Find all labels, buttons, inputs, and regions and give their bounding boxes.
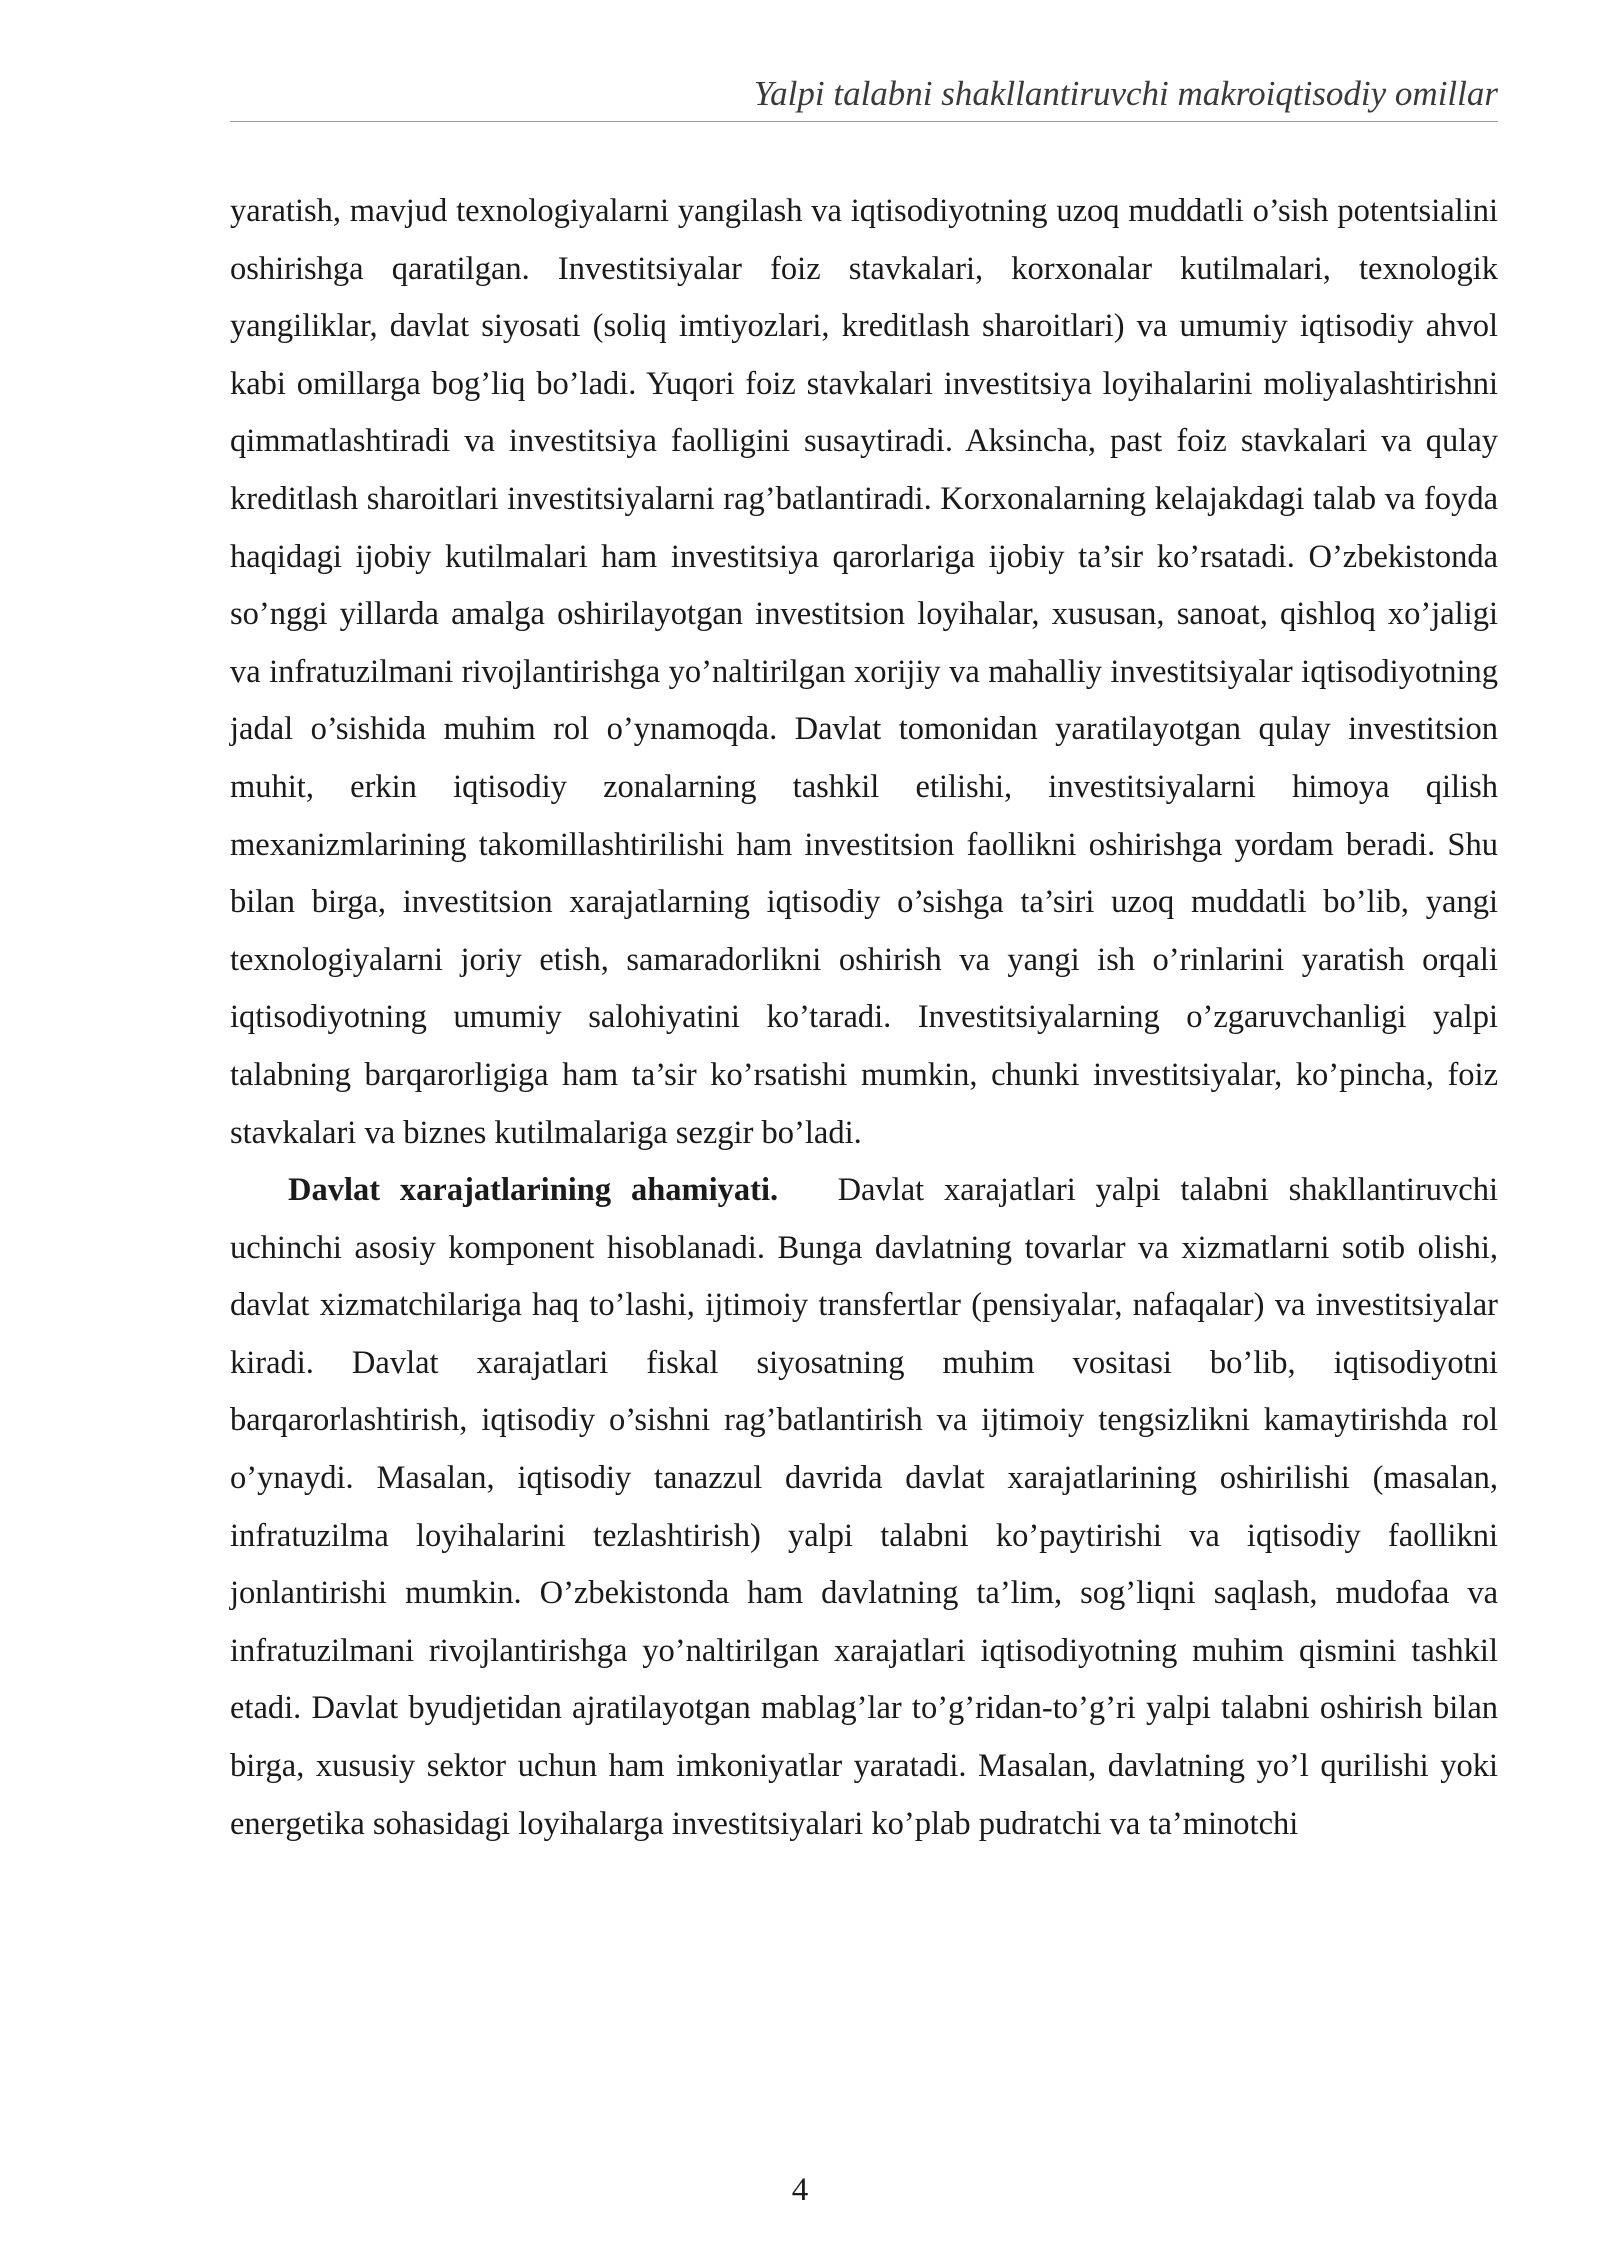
header-divider — [230, 121, 1498, 122]
paragraph-investments: yaratish, mavjud texnologiyalarni yangilash va iqtisodiyotning uzoq muddatli o’sish potentsialini oshirishga qaratilgan. Investitsiyalar foiz stavkalari, korxonalar kutilmalari, texnologik yangiliklar, davlat siyosati (soliq imtiyozlari, kreditlash sharoitlari) va umumiy iqtisodiy ahvol kabi omillarga bog’liq bo’ladi. Yuqori foiz stavkalari investitsiya loyihalarini moliyalashtirishni qimmatlashtiradi va investitsiya faolligini susaytiradi. Aksincha, past foiz stavkalari va qulay kreditlash sharoitlari investitsiyalarni rag’batlantiradi. Korxonalarning kelajakdagi talab va foyda haqidagi ijobiy kutilmalari ham investitsiya qarorlariga ijobiy ta’sir ko’rsatadi. O’zbekistonda so’nggi yillarda amalga oshirilayotgan investitsion loyihalar, xususan, sanoat, qishloq xo’jaligi va infratuzilmani rivojlantirishga yo’naltirilgan xorijiy va mahalliy investitsiyalar iqtisodiyotning jadal o’sishida muhim rol o’ynamoqda. Davlat tomonidan yaratilayotgan qulay investitsion muhit, erkin iqtisodiy zonalarning tashkil etilishi, investitsiyalarni himoya qilish mexanizmlarining takomillashtirilishi ham investitsion faollikni oshirishga yordam beradi. Shu bilan birga, investitsion xarajatlarning iqtisodiy o’sishga ta’siri uzoq muddatli bo’lib, yangi texnologiyalarni joriy etish, samaradorlikni oshirish va yangi ish o’rinlarini yaratish orqali iqtisodiyotning umumiy salohiyatini ko’taradi. Investitsiyalarning o’zgaruvchanligi yalpi talabning barqarorligiga ham ta’sir ko’rsatishi mumkin, chunki investitsiyalar, ko’pincha, foiz stavkalari va biznes kutilmalariga sezgir bo’ladi. — [230, 193, 1498, 1151]
body-text — [230, 183, 1498, 1853]
paragraph-government-spending — [230, 1162, 1498, 1853]
section-heading: Davlat xarajatlarining ahamiyati. — [288, 1172, 779, 1209]
page-number: 4 — [791, 2172, 809, 2208]
paragraph-text: Davlat xarajatlari yalpi talabni shakllantiruvchi uchinchi asosiy komponent hisoblanadi. Bunga davlatning tovarlar va xizmatlarni sotib olishi, davlat xizmatchilariga haq to’lashi, ijtimoiy transfertlar (pensiyalar, nafaqalar) va investitsiyalar kiradi. Davlat xarajatlari fiskal siyosatning muhim vositasi bo’lib, iqtisodiyotni barqarorlashtirish, iqtisodiy o’sishni rag’batlantirish va ijtimoiy tengsizlikni kamaytirishda rol o’ynaydi. Masalan, iqtisodiy tanazzul davrida davlat xarajatlarining oshirilishi (masalan, infratuzilma loyihalarini tezlashtirish) yalpi talabni ko’paytirishi va iqtisodiy faollikni jonlantirishi mumkin. O’zbekistonda ham davlatning ta’lim, sog’liqni saqlash, mudofaa va infratuzilmani rivojlantirishga yo’naltirilgan xarajatlari iqtisodiyotning muhim qismini tashkil etadi. Davlat byudjetidan ajratilayotgan mablag’lar to’g’ridan-to’g’ri yalpi talabni oshirish bilan birga, xususiy sektor uchun ham imkoniyatlar yaratadi. Masalan, davlatning yo’l qurilishi yoki energetika sohasidagi loyihalarga investitsiyalari ko’plab pudratchi va ta’minotchi — [230, 1172, 1498, 1842]
running-header: Yalpi talabni shakllantiruvchi makroiqtisodiy omillar — [753, 74, 1498, 113]
